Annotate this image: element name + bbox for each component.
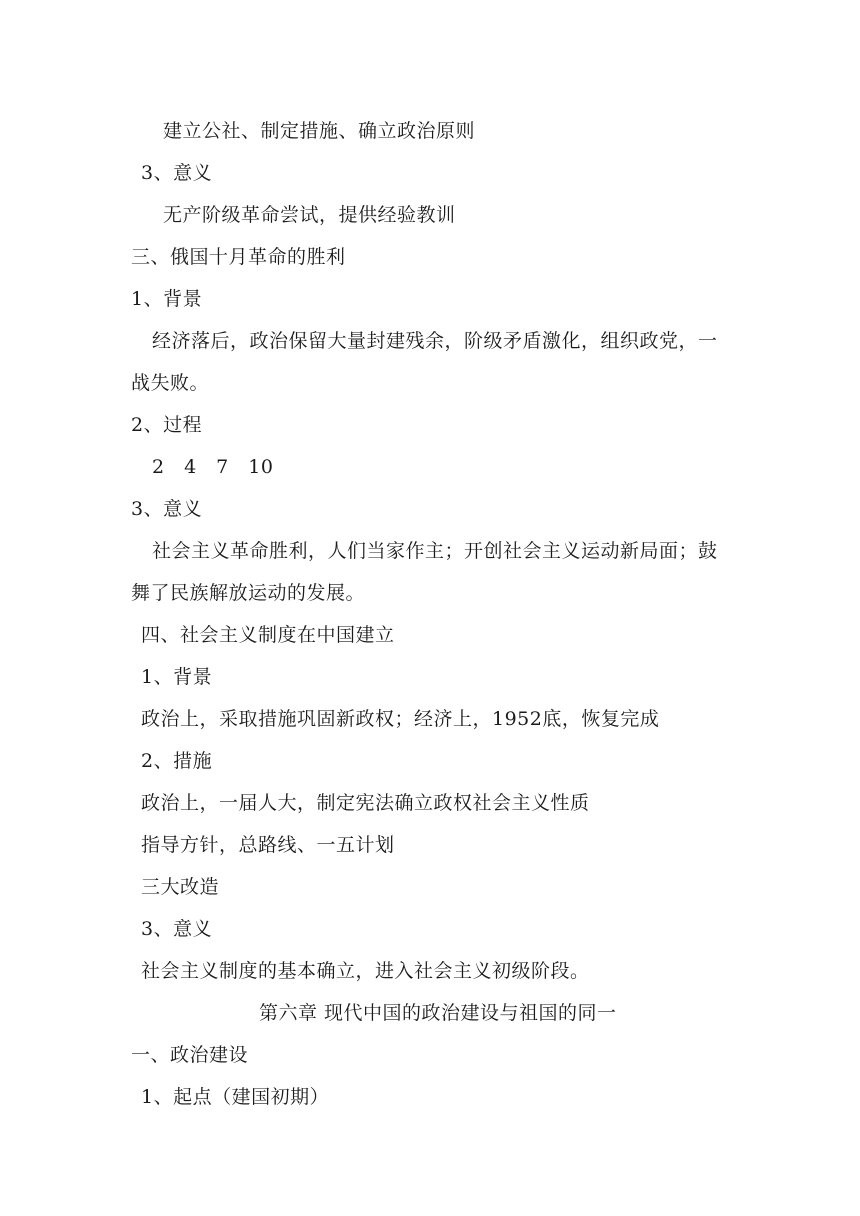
section-heading: 四、社会主义制度在中国建立 [141, 624, 395, 646]
text-line: 政治上，一届人大，制定宪法确立政权社会主义性质 [141, 792, 590, 814]
subheading: 1、背景 [131, 288, 203, 310]
subheading: 1、背景 [141, 666, 213, 688]
subheading: 2、措施 [141, 750, 213, 772]
text-line: 社会主义革命胜利，人们当家作主；开创社会主义运动新局面；鼓 [152, 540, 718, 562]
text-line: 无产阶级革命尝试，提供经验教训 [163, 204, 456, 226]
text-line: 舞了民族解放运动的发展。 [131, 582, 366, 604]
section-heading: 一、政治建设 [131, 1044, 249, 1066]
chapter-title: 第六章 现代中国的政治建设与祖国的同一 [259, 1002, 617, 1024]
text-line: 指导方针，总路线、一五计划 [141, 834, 395, 856]
section-heading: 三、俄国十月革命的胜利 [131, 246, 346, 268]
subheading: 2、过程 [131, 414, 203, 436]
subheading: 3、意义 [141, 162, 213, 184]
text-line: 战失败。 [131, 372, 210, 394]
text-line: 经济落后，政治保留大量封建残余，阶级矛盾激化，组织政党，一 [152, 330, 718, 352]
text-line: 建立公社、制定措施、确立政治原则 [163, 120, 476, 142]
text-line: 三大改造 [141, 876, 220, 898]
text-line: 2 4 7 10 [152, 456, 274, 478]
text-line: 社会主义制度的基本确立，进入社会主义初级阶段。 [141, 960, 590, 982]
text-line: 政治上，采取措施巩固新政权；经济上，1952底，恢复完成 [141, 708, 660, 730]
subheading: 1、起点（建国初期） [141, 1086, 330, 1108]
subheading: 3、意义 [131, 498, 203, 520]
subheading: 3、意义 [141, 918, 213, 940]
